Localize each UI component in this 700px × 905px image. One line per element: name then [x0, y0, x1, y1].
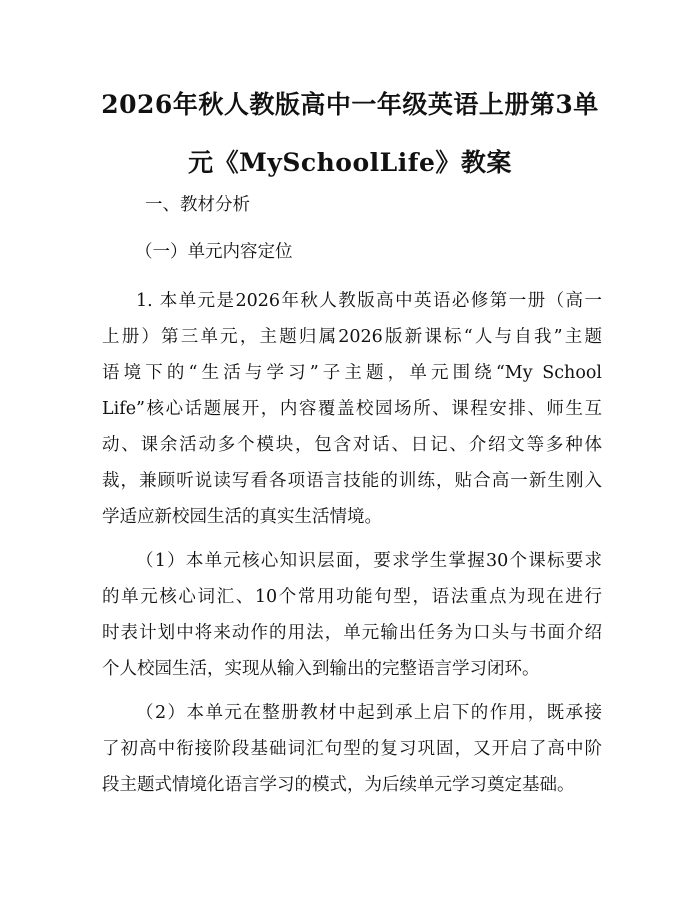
- paragraph-line: 裁，兼顾听说读写看各项语言技能的训练，贴合高一新生刚入: [102, 471, 602, 491]
- paragraph-line: 语境下的“生活与学习”子主题，单元围绕“My School: [102, 363, 602, 383]
- paragraph-line: 学适应新校园生活的真实生活情境。: [102, 507, 382, 527]
- section-heading: 一、教材分析: [145, 195, 250, 215]
- paragraph-line: （2）本单元在整册教材中起到承上启下的作用，既承接: [136, 703, 602, 723]
- subsection-heading: （一）单元内容定位: [135, 242, 293, 262]
- paragraph-2: [102, 543, 602, 687]
- paragraph-1: [102, 283, 602, 535]
- paragraph-line: 段主题式情境化语言学习的模式，为后续单元学习奠定基础。: [102, 775, 575, 795]
- paragraph-line: 1. 本单元是2026年秋人教版高中英语必修第一册（高一: [136, 291, 602, 311]
- paragraph-line: 的单元核心词汇、10个常用功能句型，语法重点为现在进行: [102, 587, 602, 607]
- paragraph-line: Life”核心话题展开，内容覆盖校园场所、课程安排、师生互: [102, 399, 602, 419]
- title-line-2: 元《MySchoolLife》教案: [188, 148, 512, 177]
- paragraph-line: 个人校园生活，实现从输入到输出的完整语言学习闭环。: [102, 659, 540, 679]
- paragraph-line: （1）本单元核心知识层面，要求学生掌握30个课标要求: [136, 551, 602, 571]
- paragraph-line: 动、课余活动多个模块，包含对话、日记、介绍文等多种体: [102, 435, 602, 455]
- paragraph-3: [102, 695, 602, 803]
- paragraph-line: 上册）第三单元，主题归属2026版新课标“人与自我”主题: [102, 327, 602, 347]
- document-title: [92, 76, 608, 192]
- title-line-1: 2026年秋人教版高中一年级英语上册第3单: [101, 90, 599, 119]
- paragraph-line: 了初高中衔接阶段基础词汇句型的复习巩固，又开启了高中阶: [102, 739, 602, 759]
- paragraph-line: 时表计划中将来动作的用法，单元输出任务为口头与书面介绍: [102, 623, 602, 643]
